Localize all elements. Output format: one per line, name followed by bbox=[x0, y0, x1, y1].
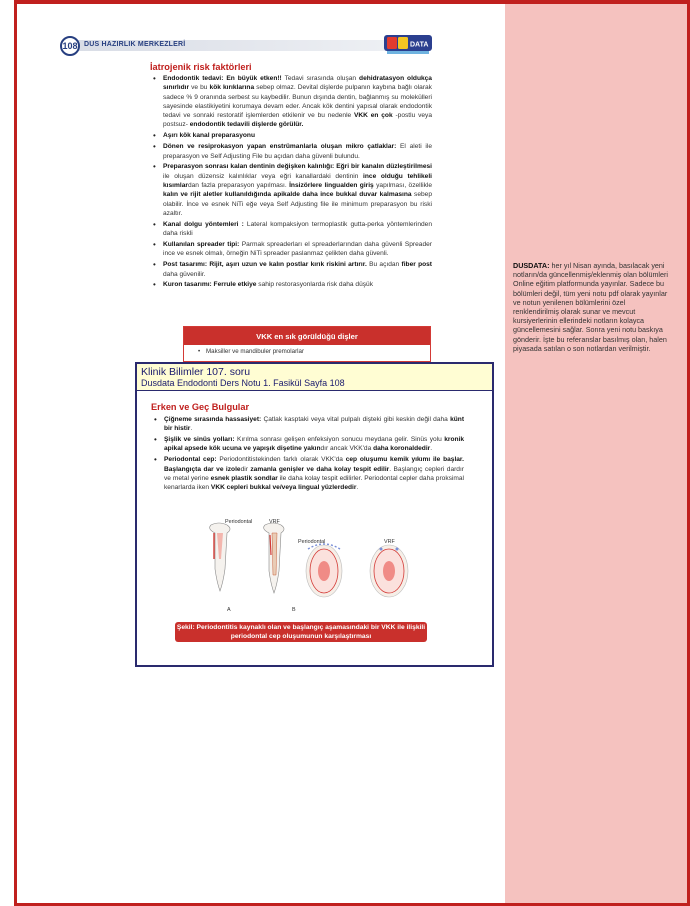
bold-text: Preparasyon sonrası kalan dentinin değişken kalınlığı: Eğri bir kanalın düzleştirilmesi bbox=[163, 163, 432, 171]
body-text: -postlu veya postsuz- bbox=[163, 112, 432, 129]
body-text: Bu açıdan bbox=[366, 261, 402, 269]
fig-label-a: A bbox=[227, 607, 231, 613]
list-item bbox=[151, 435, 464, 454]
list-item bbox=[150, 74, 432, 130]
fig-label-periodontal-a: Periodontal bbox=[225, 519, 253, 525]
bold-text: Şişlik ve sinüs yolları: bbox=[164, 436, 235, 444]
body-text: daha güvenilir. bbox=[163, 270, 206, 278]
body-text: ile oluşan düzensiz kalınlıklar veya eğri kanallardaki dentinin bbox=[163, 172, 364, 180]
side-note-text: her yıl Nisan ayında, basılacak yeni notların/da güncellenmiş/eklenmiş olan bölümleri Online eğitim platformunda yayınlar. Sadece bu bölümleri değil, tüm yeni notu pdf olarak yayınlar ve notun yenilenen bölümlerini özel renklendirilmiş olarak sunar ve mevcut kursiyerlerinin ellerindeki notların kolayca güncellemesini sağlar. Sonra yeni notu baskıya gönderir. İşte bu referanslar basılmış olan, halen piyasada satılan o son notlardan verilmiştir. bbox=[513, 261, 669, 353]
list-item bbox=[150, 240, 432, 259]
bold-text: İnsizörlere lingualden giriş bbox=[289, 182, 374, 190]
body-text: dır ancak VKK'da bbox=[320, 445, 374, 453]
bold-text: kök kırıklarına bbox=[209, 84, 255, 92]
body-text: . bbox=[430, 445, 433, 453]
bold-text: Çiğneme sırasında hassasiyet: bbox=[164, 416, 262, 423]
bold-text: künt bir histir bbox=[164, 416, 465, 433]
section-iatrogenic bbox=[150, 62, 432, 291]
body-text: sebep olabilir. İnce ve esnek NiTi eğe veya Self Adjusting file ile minimum preparasyon bu riski azaltır. bbox=[163, 191, 432, 217]
fig-label-vrf-a: VRF bbox=[269, 519, 280, 525]
side-note-lead: DUSDATA: bbox=[513, 261, 550, 270]
vkk-box-item: • Maksiller ve mandibuler premolarlar bbox=[184, 347, 430, 356]
body-text: Lateral kompaksiyon termoplastik gutta-perka yöntemlerinden daha riskli bbox=[163, 220, 432, 238]
bold-text: fiber post bbox=[401, 261, 432, 269]
bold-text: Kullanılan spreader tipi: bbox=[163, 241, 240, 249]
body-text: dir bbox=[240, 465, 251, 473]
section-title: İatrojenik risk faktörleri bbox=[150, 62, 252, 72]
body-text: dan fazla preparasyon yapılması. bbox=[187, 182, 290, 190]
body-text: . bbox=[356, 484, 359, 492]
list-item bbox=[150, 131, 432, 140]
bold-text: Kuron tasarımı: Ferrule etkiye bbox=[163, 281, 257, 289]
body-text: El aleti ile preparasyon ve Self Adjusting File bu açıdan daha güvenli bulundu. bbox=[163, 143, 432, 160]
body-text: Parmak spreaderları el spreaderlarından daha güvenli Spreader ince ve esnek olmalı, örneğin NiTi spreader paslanmaz çelikten daha güvenli. bbox=[163, 241, 432, 258]
list-item bbox=[151, 415, 464, 434]
bold-text: Periodontal cep: bbox=[164, 456, 217, 464]
list-item bbox=[150, 142, 432, 161]
bold-text: VKK en çok bbox=[354, 112, 393, 120]
bold-text: zamanla genişler ve daha kolay tespit edilir bbox=[250, 465, 390, 473]
findings-list bbox=[151, 415, 464, 494]
bold-text: daha koronaldedir bbox=[373, 445, 431, 453]
figure-caption: Şekil: Periodontitis kaynaklı olan ve başlangıç aşamasındaki bir VKK ile ilişkili periodontal cep oluşumunun karşılaştırması bbox=[176, 624, 426, 640]
risk-factor-list bbox=[150, 74, 432, 290]
reference-overlay bbox=[135, 362, 494, 667]
body-text: sahip restorasyonlarda risk daha düşük bbox=[256, 281, 374, 289]
body-text: Çatlak kasptaki veya vital pulpalı dişteki gibi keskin değil daha bbox=[261, 416, 451, 423]
body-text: ve bu bbox=[189, 84, 210, 92]
vkk-box-title: VKK en sık görüldüğü dişler bbox=[184, 327, 430, 345]
body-text: sebep olmaz. Devital dişlerde pulpanın kaybına bağlı olarak sadece % 9 oranında serbest su kaybedilir. Bunun dışında dentin, bağlanmış su molekülleri sayesinde elastikiyetini korumaya devam eder. Ancak kök dentini yapısal olarak endodontik tedavi ve sonraki restoratif işlemlerden etkilenir ve bu nedenle bbox=[163, 84, 432, 120]
bold-text: kalın ve rijit aletler kullanıldığında apikalde daha ince bukkal duvar kalmasına bbox=[163, 191, 412, 199]
overlay-section-title: Erken ve Geç Bulgular bbox=[151, 402, 250, 412]
body-text: Kırılma sonrası gelişen enfeksiyon sonucu meydana gelir. Sinüs yolu bbox=[234, 436, 445, 444]
list-item bbox=[150, 260, 432, 279]
fig-label-periodontal-b: Periodontal bbox=[298, 539, 326, 545]
dusdata-logo bbox=[383, 33, 433, 55]
body-text: . bbox=[190, 425, 193, 433]
list-item bbox=[151, 455, 464, 492]
list-item bbox=[150, 220, 432, 239]
bold-text: Aşırı kök kanal preparasyonu bbox=[163, 132, 255, 140]
bold-text: endodontik tedavili dişlerde görülür. bbox=[189, 121, 304, 129]
body-text: Periodontitistekinden farklı olarak VKK'da bbox=[216, 456, 346, 464]
publisher-name: DUS HAZIRLIK MERKEZLERİ bbox=[84, 40, 186, 48]
vkk-teeth-box bbox=[183, 326, 431, 362]
body-text: ile daha kolay tespit edilirler. Periodontal cepler daha proksimal kenarlarda iken bbox=[164, 474, 465, 492]
bold-text: Post tasarımı: Rijit, aşırı uzun ve kalın postlar kırık riskini artırır. bbox=[163, 261, 367, 269]
fig-label-vrf-b: VRF bbox=[384, 539, 395, 545]
body-text: . Başlangıç cepleri dardır ve metal yerine bbox=[164, 465, 465, 482]
overlay-header bbox=[137, 364, 492, 391]
bold-text: esnek plastik sondlar bbox=[210, 474, 278, 482]
body-text: Tedavi sırasında oluşan bbox=[281, 75, 360, 82]
bold-text: dehidratasyon oldukça sınırlıdır bbox=[163, 75, 432, 92]
bold-text: VKK cepleri bukkal ve/veya lingual yüzlerdedir bbox=[210, 484, 357, 492]
body-text: yapılması, özellikle bbox=[373, 182, 432, 190]
side-note bbox=[513, 261, 673, 353]
overlay-question: Klinik Bilimler 107. soru bbox=[141, 366, 251, 378]
bold-text: cep oluşumu kemik yıkımı ile başlar. Başlangıçta dar ve izole bbox=[164, 456, 464, 473]
fig-label-b: B bbox=[292, 607, 296, 613]
bold-text: Dönen ve resiprokasyon yapan enstrümanlarla oluşan mikro çatlaklar: bbox=[163, 143, 397, 151]
bold-text: kronik apikal apsede kök ucuna ve yapışık dişetine yakın bbox=[164, 436, 465, 453]
bold-text: Kanal dolgu yöntemleri : bbox=[163, 220, 244, 228]
periodontal-figure bbox=[177, 519, 430, 611]
svg-text:DATA: DATA bbox=[410, 41, 429, 49]
bold-text: Endodontik tedavi: En büyük etken!! bbox=[163, 75, 282, 82]
bold-text: ince olduğu tehlikeli kısımlar bbox=[163, 172, 432, 190]
list-item bbox=[150, 280, 432, 289]
page-number: 108 bbox=[60, 36, 80, 56]
list-item bbox=[150, 162, 432, 218]
overlay-source: Dusdata Endodonti Ders Notu 1. Fasikül Sayfa 108 bbox=[141, 378, 345, 388]
